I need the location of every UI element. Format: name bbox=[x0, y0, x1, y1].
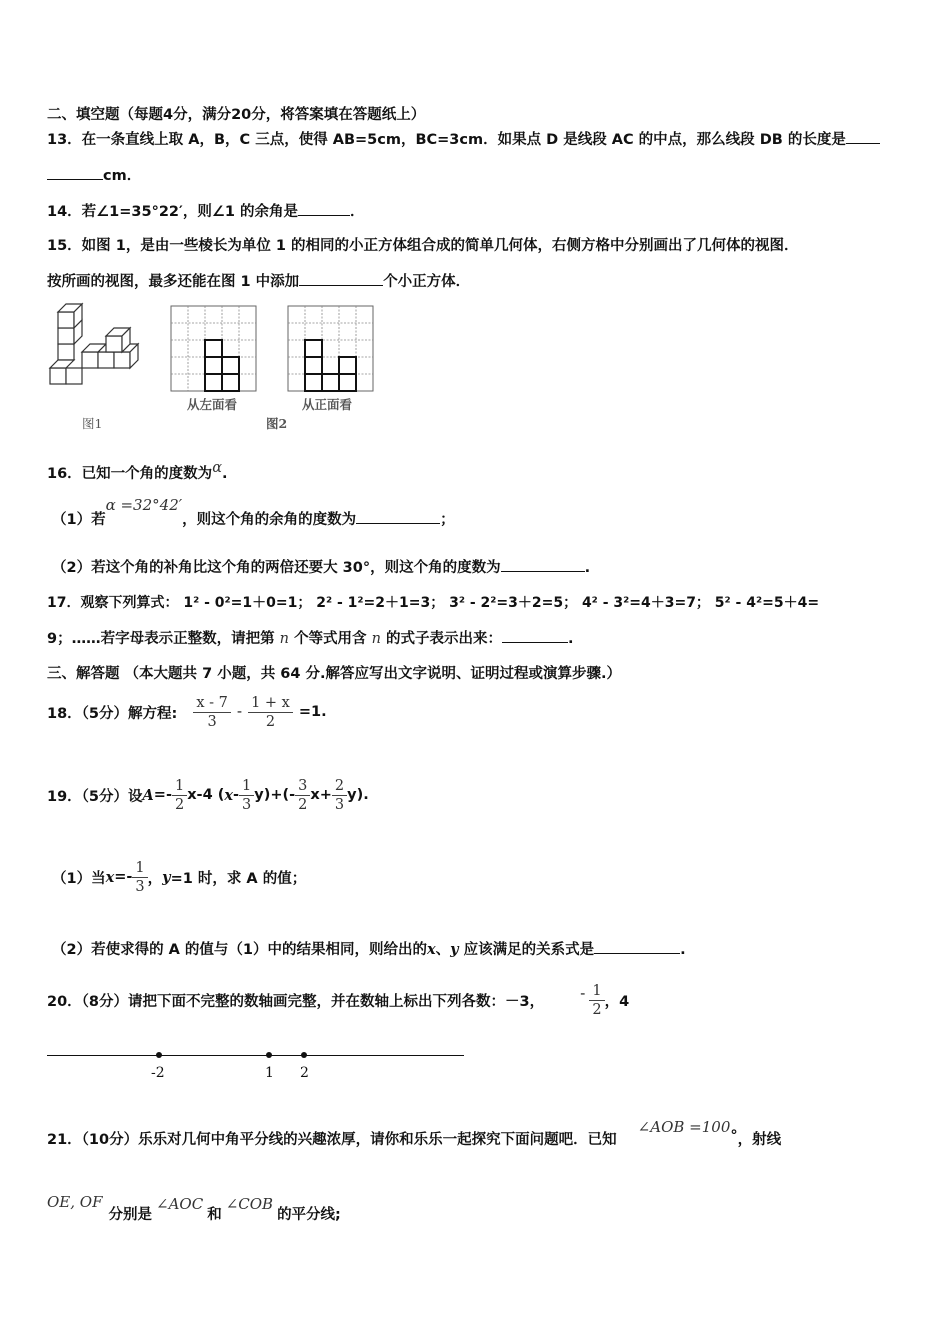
q16-p1-end: ； bbox=[440, 512, 455, 528]
q13-text: 13．在一条直线上取 A，B，C 三点，使得 AB=5cm，BC=3cm．如果点 D 是线段 AC 的中点，那么线段 DB 的长度是 bbox=[47, 132, 846, 148]
section-2-heading: 二、填空题（每题4分，满分20分，将答案填在答题纸上） bbox=[47, 107, 426, 123]
q18-frac1: $\frac{x - 7}{3}$ bbox=[193, 695, 231, 730]
q21-line1: 21．（10分）乐乐对几何中角平分线的兴趣浓厚，请你和乐乐一起探究下面问题吧．已知 bbox=[47, 1132, 617, 1148]
front-view-grid bbox=[288, 306, 373, 412]
q21-angle-formula: ∠AOB =100 bbox=[637, 1118, 731, 1136]
question-17-line2 bbox=[47, 627, 574, 648]
q17-answer-blank[interactable] bbox=[502, 630, 568, 643]
q18-frac2: $\frac{1 + x}{2}$ bbox=[248, 695, 293, 730]
q15-answer-blank[interactable] bbox=[299, 273, 383, 286]
question-15-line2 bbox=[47, 270, 470, 291]
q18-label: 18．（5分）解方程: bbox=[47, 705, 178, 722]
q16-stem: 16．已知一个角的度数为 bbox=[47, 466, 213, 482]
number-line-point-2 bbox=[301, 1052, 307, 1058]
q14-end: ． bbox=[349, 204, 365, 220]
q19p1-y: y bbox=[162, 868, 171, 886]
q16-p1-prefix: （1）若 bbox=[52, 512, 106, 528]
q17-line2b: 个等式用含 bbox=[294, 631, 367, 647]
q21-cob: ∠COB bbox=[225, 1195, 274, 1213]
question-19 bbox=[47, 770, 369, 820]
q21-line1-end: ，射线 bbox=[737, 1132, 782, 1148]
q21-aoc: ∠AOC bbox=[156, 1195, 204, 1213]
q14-answer-blank[interactable] bbox=[298, 203, 350, 216]
q19-x: x bbox=[224, 786, 233, 804]
q16-p1-answer-blank[interactable] bbox=[356, 511, 440, 524]
q21-rays: OE, OF bbox=[47, 1193, 103, 1211]
number-line-label-1: 1 bbox=[265, 1065, 274, 1081]
q19p1-a: （1）当 bbox=[52, 870, 106, 887]
q16-p1-text: ，则这个角的余角的度数为 bbox=[182, 512, 357, 528]
q17-line2c: 的式子表示出来： bbox=[386, 631, 503, 647]
left-view-caption: 从左面看 bbox=[187, 397, 238, 412]
q19p2-x: x bbox=[427, 941, 436, 958]
fig2-caption: 图2 bbox=[266, 416, 288, 431]
section-3-heading: 三、解答题 （本大题共 7 小题，共 64 分.解答应写出文字说明、证明过程或演算步骤.） bbox=[47, 666, 622, 682]
q21-and: 和 bbox=[207, 1207, 222, 1223]
q15-figures bbox=[40, 300, 380, 440]
question-14 bbox=[47, 200, 364, 221]
question-16-part1 bbox=[52, 496, 455, 529]
question-18 bbox=[47, 688, 327, 736]
question-16 bbox=[47, 462, 228, 483]
q17-end: . bbox=[568, 631, 574, 647]
q15-line2a: 按所画的视图，最多还能在图 1 中添加 bbox=[47, 274, 300, 290]
q19p2-c: 应该满足的关系式是 bbox=[463, 942, 595, 958]
q19-t2: - bbox=[233, 787, 240, 803]
number-line bbox=[47, 1055, 464, 1056]
q19-frac-23: $\frac{2}{3}$ bbox=[332, 778, 347, 813]
q16-p2-answer-blank[interactable] bbox=[501, 559, 585, 572]
number-line-label-2: 2 bbox=[300, 1065, 309, 1081]
q13-answer-blank-a[interactable] bbox=[846, 131, 880, 144]
q20-frac: $\frac{1}{2}$ bbox=[589, 983, 604, 1018]
q19p2-a: （2）若使求得的 A 的值与（1）中的结果相同，则给出的 bbox=[52, 942, 427, 958]
q16-p2-end: . bbox=[584, 560, 591, 576]
q19-A: A bbox=[142, 786, 154, 804]
q13-answer-blank-b[interactable] bbox=[47, 167, 103, 180]
number-line-point-1 bbox=[266, 1052, 272, 1058]
question-20 bbox=[47, 975, 629, 1025]
front-view-caption: 从正面看 bbox=[302, 397, 353, 412]
q19p1-d: =1 时，求 A 的值； bbox=[170, 870, 307, 887]
question-15-line1: 15．如图 1，是由一些棱长为单位 1 的相同的小正方体组合成的简单几何体，右侧方格中分别画出了几何体的视图． bbox=[47, 238, 799, 254]
q19-eq: =- bbox=[153, 787, 172, 803]
q19p1-x: x bbox=[105, 868, 115, 886]
q15-line2b: 个小正方体． bbox=[383, 274, 471, 290]
q19-label: 19．（5分）设 bbox=[47, 788, 143, 805]
q20-text: 20．（8分）请把下面不完整的数轴画完整，并在数轴上标出下列各数：－3， bbox=[47, 993, 545, 1010]
fig1-caption: 图1 bbox=[82, 416, 103, 431]
q19-frac-third: $\frac{1}{3}$ bbox=[239, 778, 254, 813]
q17-line2a: 9；……若字母表示正整数，请把第 bbox=[47, 631, 275, 647]
question-13-cont bbox=[47, 164, 141, 185]
q19-t1: x-4 ( bbox=[187, 787, 225, 803]
q20-end: ，4 bbox=[604, 993, 630, 1010]
q18-minus: - bbox=[236, 704, 243, 720]
q19p2-answer-blank[interactable] bbox=[594, 941, 680, 954]
q21-mid: 分别是 bbox=[108, 1207, 152, 1223]
number-line-label--2: -2 bbox=[151, 1065, 165, 1081]
q17-n-2: n bbox=[371, 631, 381, 647]
q18-rhs: =1. bbox=[298, 704, 327, 720]
q19p1-b: =- bbox=[114, 869, 133, 885]
question-21-line2 bbox=[47, 1193, 341, 1224]
q17-n: n bbox=[279, 631, 289, 647]
figure-1-cubes bbox=[50, 304, 138, 384]
question-21-line1 bbox=[47, 1118, 782, 1149]
q19-frac-half: $\frac{1}{2}$ bbox=[172, 778, 187, 813]
q19p2-y: y bbox=[450, 941, 459, 958]
question-16-part2 bbox=[52, 556, 590, 577]
q19p1-frac: $\frac{1}{3}$ bbox=[132, 860, 147, 895]
q21-end: 的平分线; bbox=[277, 1207, 341, 1223]
q19-t5: y). bbox=[347, 787, 369, 803]
q19p2-b: 、 bbox=[435, 942, 451, 958]
left-view-grid bbox=[171, 306, 256, 412]
q19-t4: x+ bbox=[310, 787, 332, 803]
q20-minus: - bbox=[580, 986, 586, 1002]
question-13 bbox=[47, 128, 880, 149]
question-19-part2 bbox=[52, 938, 686, 959]
q19p1-c: ， bbox=[147, 870, 163, 887]
question-19-part1 bbox=[52, 852, 306, 902]
q14-text: 14．若∠1=35°22′，则∠1 的余角是 bbox=[47, 204, 298, 220]
q19p2-end: . bbox=[680, 942, 686, 958]
q21-deg: ° bbox=[730, 1128, 738, 1144]
q16-end: . bbox=[221, 466, 228, 482]
q13-unit: cm． bbox=[103, 168, 142, 184]
q16-alpha: α bbox=[212, 460, 222, 476]
number-line-point--2 bbox=[156, 1052, 162, 1058]
q16-p1-formula: α =32°42′ bbox=[105, 496, 183, 514]
question-17-line1: 17．观察下列算式： 1² - 0²=1＋0=1； 2² - 1²=2＋1=3； 3² - 2²=3＋2=5； 4² - 3²=4＋3=7； 5² - 4²=5＋4= bbox=[47, 595, 820, 611]
q19-frac-32: $\frac{3}{2}$ bbox=[295, 778, 310, 813]
q19-t3: y)+(- bbox=[254, 787, 296, 803]
q16-p2-text: （2）若这个角的补角比这个角的两倍还要大 30°，则这个角的度数为 bbox=[52, 560, 501, 576]
